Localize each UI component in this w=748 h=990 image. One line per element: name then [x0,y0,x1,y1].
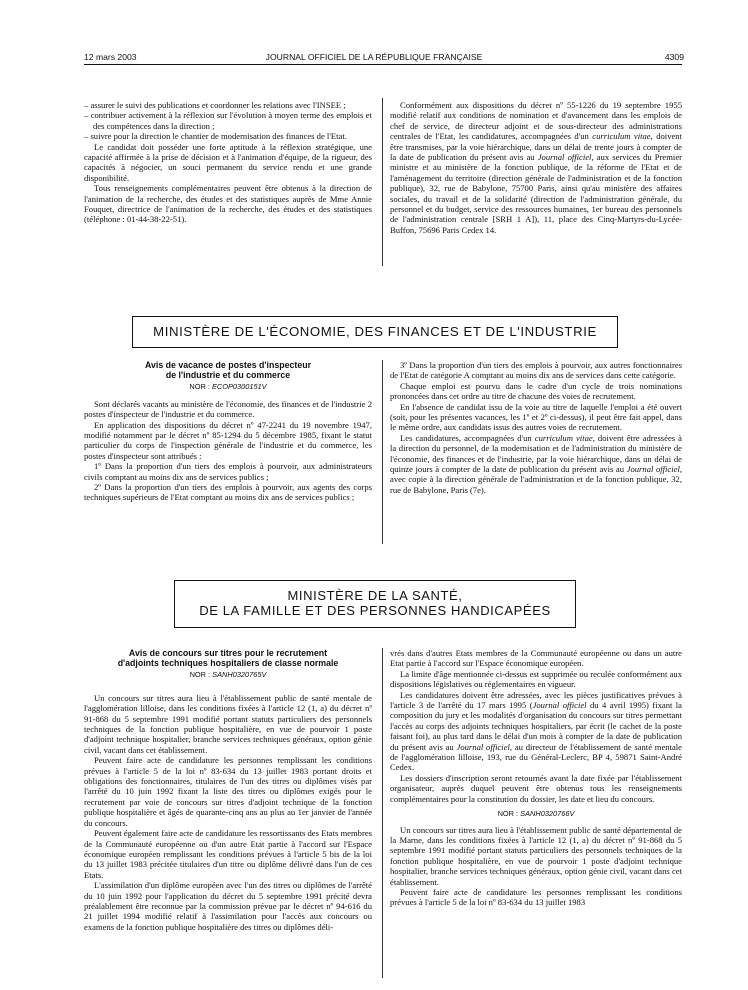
top-right-column [390,100,682,235]
notice-title: d'adjoints techniques hospitaliers de classe normale [117,658,339,669]
paragraph: Sont déclarés vacants au ministère de l'économie, des finances et de l'industrie 2 postes d'inspecteur de l'industrie et du commerce. [84,398,372,420]
bullet-item: – contribuer activement à la réflexion sur l'évolution à moyen terme des emplois et des compétences dans la direction ; [84,110,372,131]
ministry-box-sante [174,580,576,628]
nor-reference: NOR : SANH0320766V [497,809,575,819]
paragraph: vrés dans d'autres Etats membres de la Communauté européenne ou dans un autre Etat partie à l'accord sur l'Espace économique européen. [390,648,682,669]
notice-title: Avis de vacance de postes d'inspecteur [144,360,312,370]
paragraph: Chaque emploi est pourvu dans le cadre d'un cycle de trois nominations prononcées dans cet ordre au titre de chacune des voies de recrutement. [390,380,682,402]
paragraph: Les candidatures doivent être adressées, avec les pièces justificatives prévues à l'article 3 de l'arrêté du 17 mars 1995 (Journal officiel du 4 avril 1995) fixant la composition du jury et les modalités d'organisation du concours sur titres permettant l'accès au corps des adjoints techniques hospitaliers, par écrit (le cachet de la poste faisant foi), au plus tard dans le délai d'un mois à compter de la date de publication du présent avis au Journal officiel, au directeur de l'établissement de santé mentale de l'agglomération lilloise, 193, rue du Général-Leclerc, BP 4, 59871 Saint-André Cedex. [390,689,682,773]
paragraph: 3º Dans la proportion d'un tiers des emplois à pourvoir, aux autres fonctionnaires de l'Etat de catégorie A comptant au moins dix ans de services dans cette catégorie. [390,360,682,381]
ministry-title-line: DE LA FAMILLE ET DES PERSONNES HANDICAPÉES [199,603,551,618]
paragraph: Un concours sur titres aura lieu à l'établissement public de santé mentale de l'agglomération lilloise, dans les conditions fixées à l'article 12 (1, a) du décret nº 91-868 du 5 septembre 1991 modifié portant statuts particuliers des personnels techniques de la fonction publique hospitalière, en vue de pourvoir 1 poste d'adjoint technique hospitalier, branche services techniques généraux, option génie civil, vacant dans cet établissement. [84,692,372,755]
header-date: 12 mars 2003 [84,52,137,62]
paragraph: En l'absence de candidat issu de la voie au titre de laquelle l'emploi a été ouvert (soit, pour les présentes vacances, les 1º et 2º ci-dessus), il peut être fait appel, dans le même ordre, aux candidats issus des autres voies de recrutement. [390,401,682,433]
journal-title: JOURNAL OFFICIEL DE LA RÉPUBLIQUE FRANÇAISE [265,52,483,62]
paragraph: 2º Dans la proportion d'un tiers des emplois à pourvoir, aux agents des corps techniques supérieurs de l'Etat comptant au moins dix ans de services publics ; [84,482,372,503]
paragraph: La limite d'âge mentionnée ci-dessus est supprimée ou reculée conformément aux dispositions législatives ou réglementaires en vigueur. [390,668,682,690]
bottom-right-column [390,648,682,908]
paragraph: Les dossiers d'inscription seront retournés avant la date fixée par l'établissement organisateur, auprès duquel peuvent être obtenus tous les renseignements complémentaires pour la constitution du dossier, les date et lieu du concours. [390,772,682,804]
paragraph: Peuvent également faire acte de candidature les ressortissants des Etats membres de la Communauté européenne ou d'un autre Etat partie à l'accord sur l'Espace économique européen remplissant les conditions prévues à l'article 5 bis de la loi du 13 juillet 1983 précitée titulaires d'un titre ou diplôme délivré dans l'un de ces Etats. [84,828,372,880]
notice-title: Avis de concours sur titres pour le recrutement [128,648,328,658]
ministry-title: MINISTÈRE DE L'ÉCONOMIE, DES FINANCES ET DE L'INDUSTRIE [153,324,597,339]
nor-reference: NOR : ECOP0300151V [189,382,267,392]
column-divider [382,98,383,266]
paragraph: 1º Dans la proportion d'un tiers des emplois à pourvoir, aux administrateurs civils comptant au moins dix ans de services publics ; [84,461,372,482]
top-left-column [84,100,372,225]
paragraph: Peuvent faire acte de candidature les personnes remplissant les conditions prévues à l'article 5 de la loi nº 83-634 du 13 juillet 1983 portant droits et obligations des fonctionnaires, titulaires de l'un des titres ou diplômes visés par l'arrêté du 10 juin 1992 fixant la liste des titres ou diplômes exigés pour le recrutement par voie de concours sur titres d'adjoint technique de la fonction publique hospitalière et âgés de quarante-cinq ans au plus au 1er janvier de l'année du concours. [84,755,372,828]
notice-title: de l'industrie et du commerce [165,370,291,381]
paragraph: Conformément aux dispositions du décret nº 55-1226 du 19 septembre 1955 modifié relatif aux conditions de nomination et d'avancement dans les emplois de chef de service, de directeur adjoint et de sous-directeur des administrations centrales de l'Etat, les candidatures, accompagnées d'un curriculum vitae, doivent être transmises, par la voie hiérarchique, dans un délai de trente jours à compter de la date de publication du présent avis au Journal officiel, aux services du Premier ministre et au ministère de la fonction publique, de la réforme de l'Etat et de l'aménagement du territoire (direction générale de l'administration et de la fonction publique), 32, rue de Babylone, 75700 Paris, ainsi qu'au ministère des affaires sociales, du travail et de la solidarité (direction de l'administration générale, du personnel et du budget, service des ressources humaines, 1er bureau des personnels de l'administration centrale [SRH 1 A]), 11, place des Cinq-Martyrs-du-Lycée-Buffon, 75696 Paris Cedex 14. [390,100,682,235]
nor-reference: NOR : SANH0320765V [189,670,267,680]
bullet-item: – suivre pour la direction le chantier de modernisation des finances de l'Etat. [84,131,347,142]
paragraph: Un concours sur titres aura lieu à l'établissement public de santé départemental de la Marne, dans les conditions fixées à l'article 12 (1, a) du décret nº 91-868 du 5 septembre 1991 modifié portant statuts particuliers des personnels techniques de la fonction publique hospitalière, en vue de pourvoir 1 poste d'adjoint technique hospitalier, branche services techniques généraux, option génie civil, vacant dans cet établissement. [390,824,682,887]
paragraph: Tous renseignements complémentaires peuvent être obtenus à la direction de l'animation de la recherche, des études et des statistiques auprès de Mme Annie Fouquet, directrice de l'animation de la recherche, des études et des statistiques (téléphone : 01-44-38-22-51). [84,183,372,225]
paragraph: L'assimilation d'un diplôme européen avec l'un des titres ou diplômes de l'arrêté du 10 juin 1992 pour l'application du décret du 5 septembre 1991 précité devra préalablement être reconnue par la commission prévue par le décret nº 94-616 du 21 juillet 1994 modifié relatif à l'assimilation pour l'accès aux concours ou examens de la fonction publique hospitalière des titres ou diplômes déli- [84,880,372,932]
mid-right-column [390,360,682,495]
page-number: 4309 [664,52,684,62]
paragraph: Peuvent faire acte de candidature les personnes remplissant les conditions prévues à l'article 5 de la loi nº 83-634 du 13 juillet 1983 [390,886,682,908]
header-rule [84,64,682,65]
bullet-item: – assurer le suivi des publications et coordonner les relations avec l'INSEE ; [84,100,346,110]
ministry-title-line: MINISTÈRE DE LA SANTÉ, [287,588,463,603]
column-divider [382,360,383,544]
bottom-left-column [84,648,372,932]
ministry-box-economie [132,316,618,348]
mid-left-column [84,360,372,503]
paragraph: En application des dispositions du décret nº 47-2241 du 19 novembre 1947, modifié notamment par le décret nº 85-1294 du 5 décembre 1985, fixant le statut particulier du corps de l'inspection générale de l'industrie et du commerce, les postes d'inspecteur sont attribués : [84,419,372,461]
paragraph: Le candidat doit posséder une forte aptitude à la réflexion stratégique, une capacité affirmée à la prise de décision et à l'animation d'équipe, de la rigueur, des capacités à négocier, un souci permanent du service rendu et une grande disponibilité. [84,141,372,183]
column-divider [382,648,383,978]
paragraph: Les candidatures, accompagnées d'un curriculum vitae, doivent être adressées à la direction du personnel, de la modernisation et de l'administration du ministère de l'économie, des finances et de l'industrie, par la voie hiérarchique, dans un délai de quinze jours à compter de la date de publication du présent avis au Journal officiel, avec copie à la direction générale de l'administration et de la fonction publique, 32, rue de Babylone, Paris (7e). [390,432,682,495]
